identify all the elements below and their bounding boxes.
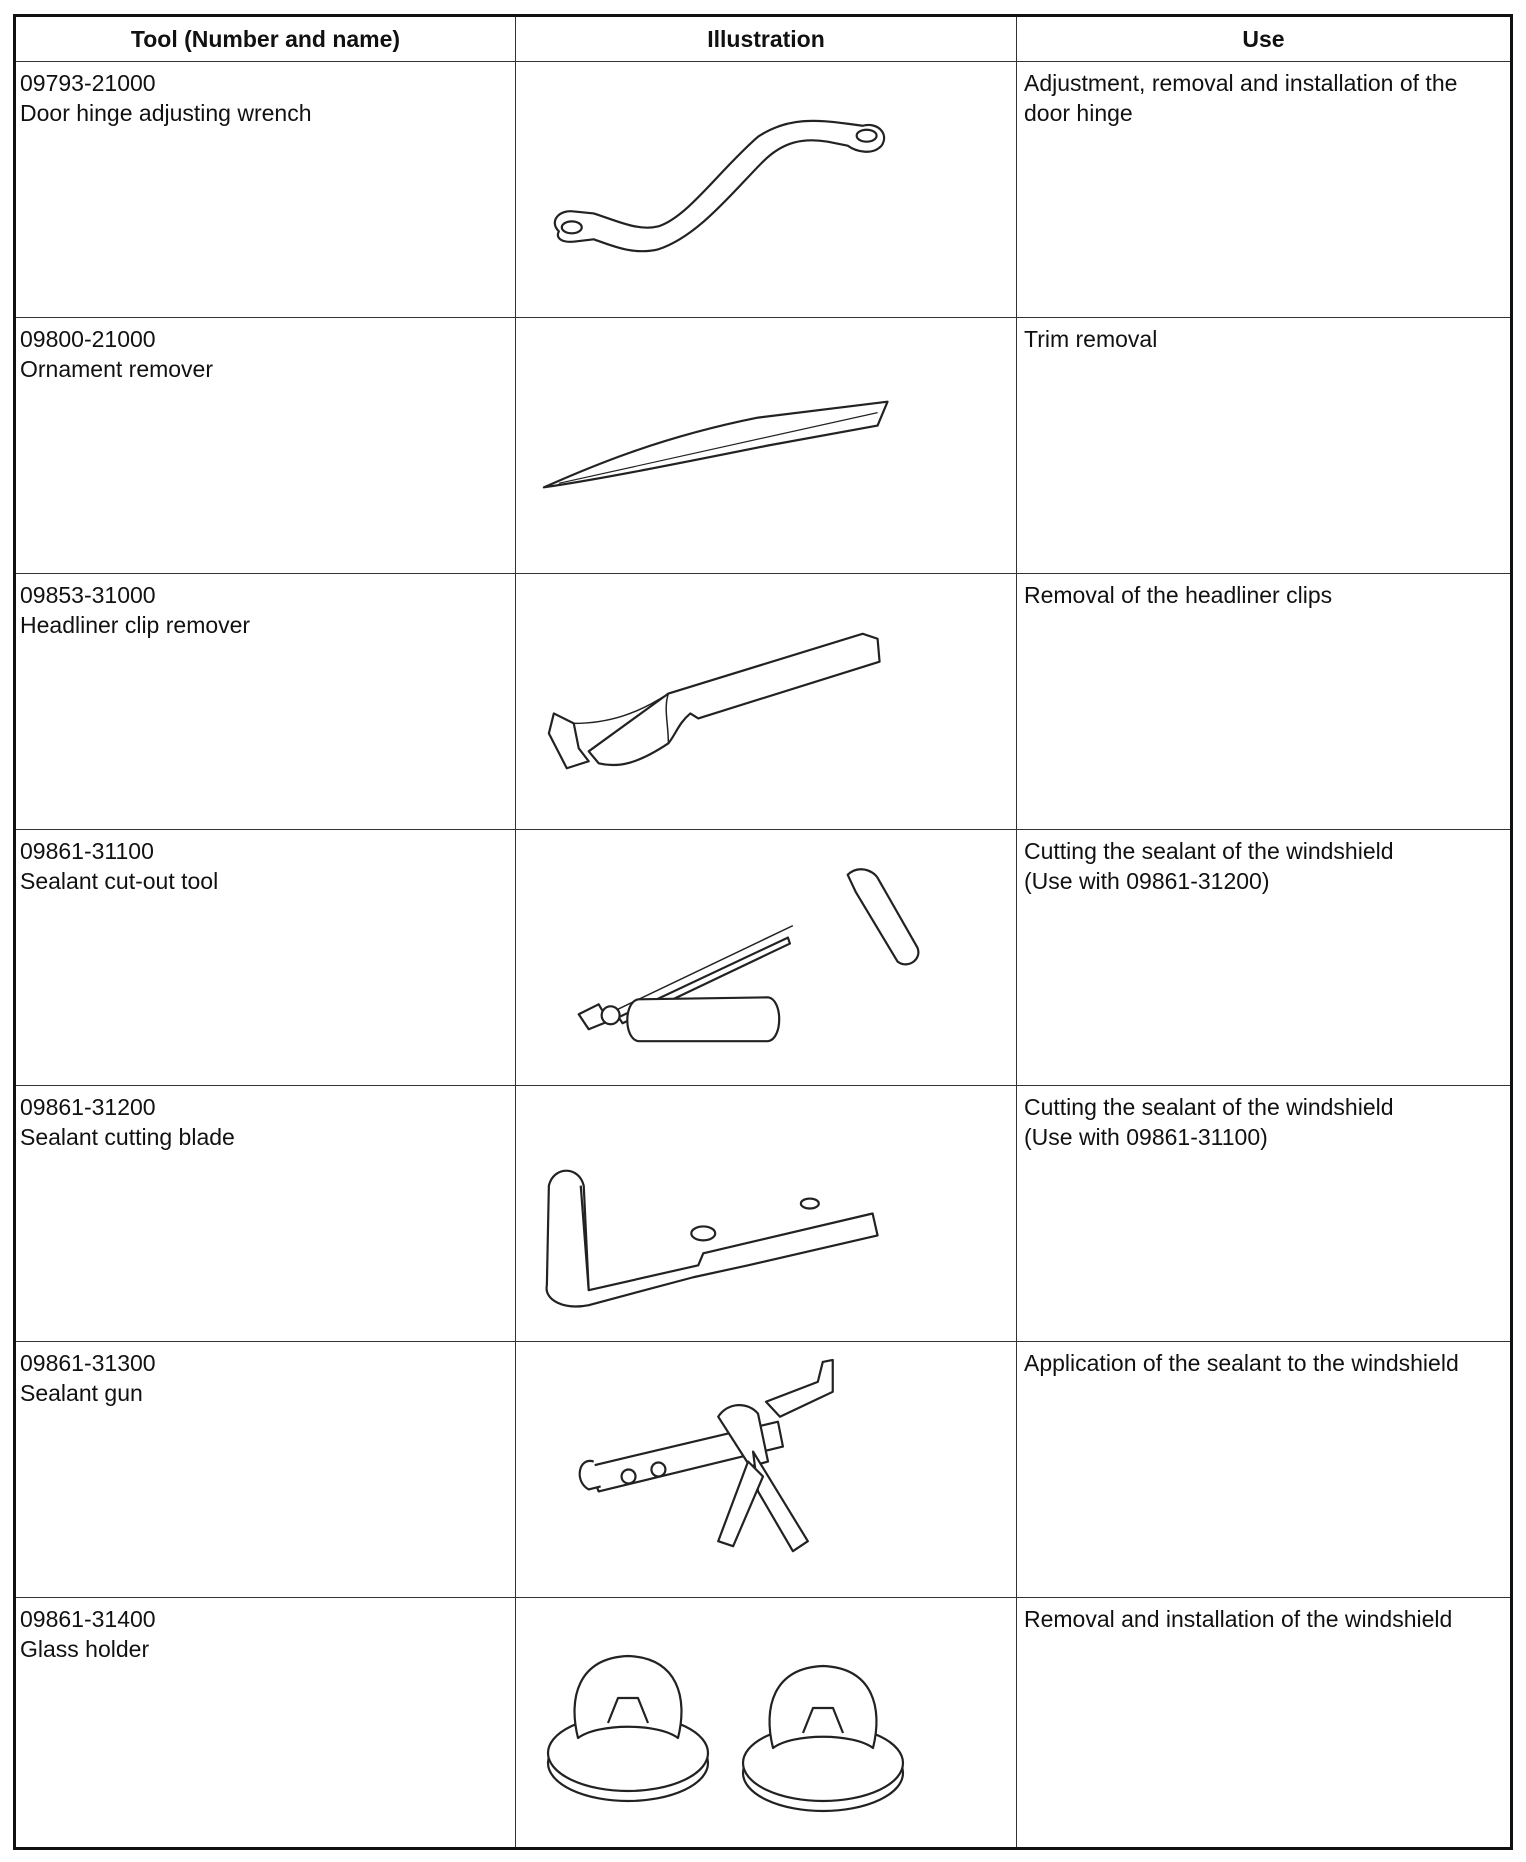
tool-cell [20, 836, 510, 896]
use-text: (Use with 09861-31200) [1024, 868, 1270, 894]
table-row [16, 318, 1510, 574]
illustration-cell [518, 1086, 1018, 1341]
header-illustration: Illustration [707, 26, 825, 52]
tool-number: 09793-21000 [20, 70, 156, 96]
table-row [16, 574, 1510, 830]
sealant-cutout-tool-icon [518, 830, 1018, 1085]
use-text: Application of the sealant to the windshield [1024, 1350, 1459, 1376]
illustration-cell [518, 574, 1018, 829]
tool-number: 09861-31100 [20, 838, 154, 864]
header-tool: Tool (Number and name) [130, 26, 401, 52]
illustration-cell [518, 62, 1018, 317]
tool-name: Sealant gun [20, 1380, 143, 1406]
glass-holder-icon [518, 1598, 1018, 1847]
use-cell [1024, 324, 1506, 354]
use-cell [1024, 1348, 1506, 1378]
sealant-cutting-blade-icon [518, 1086, 1018, 1341]
use-text: (Use with 09861-31100) [1024, 1124, 1268, 1150]
special-tools-table [13, 14, 1513, 1850]
table-header [16, 17, 1510, 62]
use-text: Trim removal [1024, 326, 1158, 352]
tool-number: 09853-31000 [20, 582, 156, 608]
tool-cell [20, 1604, 510, 1664]
tool-number: 09800-21000 [20, 326, 156, 352]
illustration-cell [518, 1598, 1018, 1847]
table-row [16, 1086, 1510, 1342]
tool-cell [20, 580, 510, 640]
tool-cell [20, 324, 510, 384]
use-text: Cutting the sealant of the windshield [1024, 838, 1394, 864]
tool-name: Sealant cut-out tool [20, 868, 219, 894]
tool-name: Ornament remover [20, 356, 214, 382]
tool-cell [20, 1092, 510, 1152]
tool-name: Headliner clip remover [20, 612, 251, 638]
sealant-gun-icon [518, 1342, 1018, 1597]
table-row [16, 1342, 1510, 1598]
table-row [16, 830, 1510, 1086]
door-hinge-wrench-icon [518, 62, 1018, 317]
headliner-clip-remover-icon [518, 574, 1018, 829]
tool-cell [20, 1348, 510, 1408]
tool-name: Glass holder [20, 1636, 150, 1662]
table-row [16, 1598, 1510, 1847]
header-use: Use [1242, 26, 1285, 52]
illustration-cell [518, 1342, 1018, 1597]
tool-number: 09861-31400 [20, 1606, 156, 1632]
use-cell [1024, 68, 1506, 128]
tool-number: 09861-31300 [20, 1350, 156, 1376]
ornament-remover-icon [518, 318, 1018, 573]
use-cell [1024, 580, 1506, 610]
tool-number: 09861-31200 [20, 1094, 156, 1120]
use-text: Adjustment, removal and installation of the [1024, 70, 1458, 96]
use-text: door hinge [1024, 100, 1133, 126]
illustration-cell [518, 830, 1018, 1085]
table-row [16, 62, 1510, 318]
use-cell [1024, 1604, 1506, 1634]
tool-name: Door hinge adjusting wrench [20, 100, 312, 126]
use-text: Removal and installation of the windshield [1024, 1606, 1453, 1632]
illustration-cell [518, 318, 1018, 573]
use-cell [1024, 836, 1506, 896]
use-text: Removal of the headliner clips [1024, 582, 1333, 608]
use-cell [1024, 1092, 1506, 1152]
use-text: Cutting the sealant of the windshield [1024, 1094, 1394, 1120]
tool-cell [20, 68, 510, 128]
tool-name: Sealant cutting blade [20, 1124, 235, 1150]
